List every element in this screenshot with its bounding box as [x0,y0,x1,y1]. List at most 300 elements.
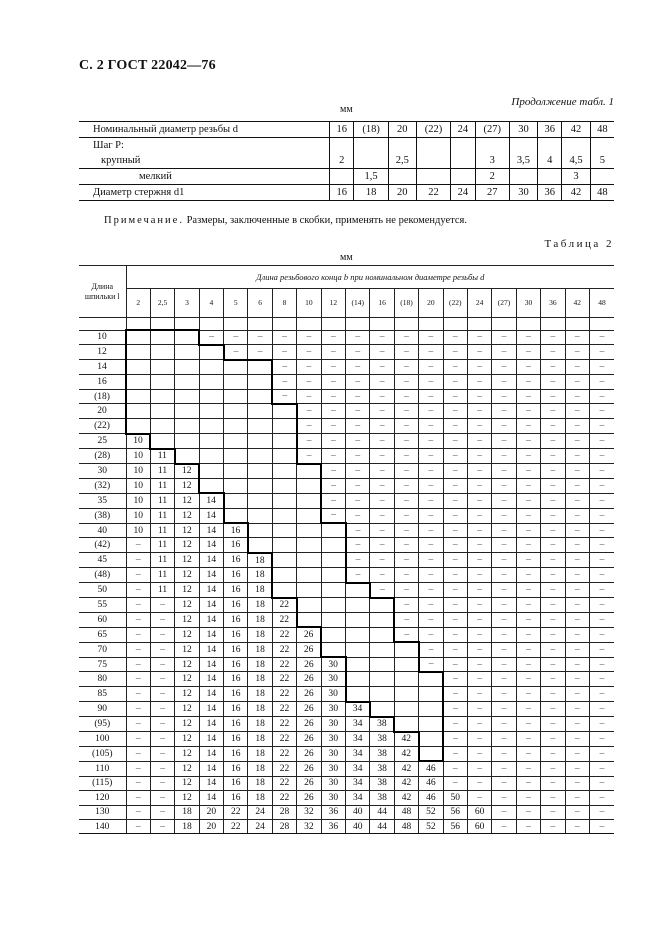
thread-length-cell: 30 [321,776,345,790]
dash-cell: – [565,761,589,776]
dash-cell: – [346,449,370,464]
dash-cell: – [297,345,321,360]
table2-row [79,612,614,627]
thread-length-cell: 14 [199,732,223,747]
dash-cell: – [541,702,565,717]
dash-cell: – [492,819,516,833]
dash-cell: – [443,583,467,598]
thread-length-cell: 30 [321,657,345,672]
thread-length-cell: 12 [175,642,199,657]
thread-length-cell: 30 [321,791,345,805]
dash-cell: – [126,657,150,672]
dash-cell: – [248,330,272,345]
thread-length-cell: 18 [248,583,272,598]
dash-cell: – [541,819,565,833]
dash-cell: – [565,449,589,464]
column-header: 42 [565,289,589,318]
blank-cell [321,583,345,598]
dash-cell: – [297,360,321,375]
thread-length-cell: 22 [272,687,296,702]
thread-length-cell: 14 [199,687,223,702]
table2-row [79,434,614,449]
blank-cell [321,538,345,553]
dash-cell: – [419,657,443,672]
dash-cell: – [492,434,516,449]
table1-cell: 20 [388,185,416,201]
dash-cell: – [516,434,540,449]
blank-cell [346,642,370,657]
table1-cell: (22) [416,122,450,138]
stud-length: 20 [79,404,126,419]
dash-cell: – [443,642,467,657]
thread-length-cell: 34 [346,791,370,805]
table1-cell: 48 [590,122,614,138]
dash-cell: – [467,404,491,419]
dash-cell: – [516,389,540,404]
dash-cell: – [443,598,467,613]
table1-cell: 16 [330,122,354,138]
dash-cell: – [394,478,418,493]
blank-cell [199,449,223,464]
thread-length-cell: 46 [419,776,443,790]
blank-cell [126,330,150,345]
thread-length-cell: 24 [248,805,272,819]
thread-length-cell: 22 [272,732,296,747]
dash-cell: – [419,523,443,538]
dash-cell: – [516,791,540,805]
dash-cell: – [589,449,614,464]
dash-cell: – [589,389,614,404]
dash-cell: – [541,419,565,434]
stud-length: 100 [79,732,126,747]
table1-cell: 24 [451,122,475,138]
thread-length-cell: 18 [248,672,272,687]
thread-length-cell: 32 [297,805,321,819]
dash-cell: – [516,375,540,389]
dash-cell: – [126,612,150,627]
dash-cell: – [394,360,418,375]
dash-cell: – [370,478,394,493]
table1-cell [451,153,475,169]
thread-length-cell: 26 [297,657,321,672]
thread-length-cell: 12 [175,627,199,642]
table1-cell [451,138,475,154]
thread-length-cell: 26 [297,732,321,747]
table1-cell: 42 [562,185,590,201]
dash-cell: – [467,330,491,345]
dash-cell: – [419,330,443,345]
blank-cell [199,375,223,389]
dash-cell: – [492,627,516,642]
thread-length-cell: 22 [272,776,296,790]
thread-length-cell: 22 [272,761,296,776]
dash-cell: – [321,404,345,419]
dash-cell: – [467,746,491,761]
table1-cell [475,138,509,154]
thread-length-cell: 18 [248,776,272,790]
blank-cell [394,687,418,702]
dash-cell: – [541,404,565,419]
thread-length-cell: 12 [175,776,199,790]
blank-cell [346,657,370,672]
column-header: 8 [272,289,296,318]
table2-unit: мм [340,252,353,263]
dash-cell: – [394,419,418,434]
dash-cell: – [419,508,443,523]
thread-length-cell: 14 [199,598,223,613]
blank-cell [346,583,370,598]
dash-cell: – [370,375,394,389]
dash-cell: – [565,345,589,360]
dash-cell: – [516,464,540,479]
dash-cell: – [516,449,540,464]
dash-cell: – [321,464,345,479]
blank-cell [199,464,223,479]
dash-cell: – [370,449,394,464]
dash-cell: – [126,732,150,747]
dash-cell: – [565,553,589,568]
dash-cell: – [370,538,394,553]
thread-length-cell: 50 [443,791,467,805]
thread-length-cell: 26 [297,761,321,776]
dash-cell: – [516,776,540,790]
stud-length: 14 [79,360,126,375]
column-header: (27) [492,289,516,318]
blank-cell [272,583,296,598]
dash-cell: – [321,449,345,464]
dash-cell: – [419,360,443,375]
thread-length-cell: 32 [297,819,321,833]
table1-cell: 4,5 [562,153,590,169]
thread-length-cell: 36 [321,805,345,819]
dash-cell: – [541,717,565,732]
thread-length-cell: 18 [248,761,272,776]
dash-cell: – [126,702,150,717]
thread-length-cell: 20 [199,819,223,833]
dash-cell: – [589,687,614,702]
table1-cell [590,169,614,185]
table2-row [79,805,614,819]
table1-cell: 22 [416,185,450,201]
dash-cell: – [150,791,174,805]
thread-length-cell: 14 [199,568,223,583]
blank-cell [419,732,443,747]
thread-length-cell: 11 [150,538,174,553]
table2-row [79,464,614,479]
dash-cell: – [541,449,565,464]
thread-length-cell: 42 [394,761,418,776]
thread-length-cell: 44 [370,805,394,819]
dash-cell: – [394,493,418,508]
dash-cell: – [516,627,540,642]
dash-cell: – [492,419,516,434]
note-prefix: Примечание. [104,215,184,226]
table2-row [79,717,614,732]
dash-cell: – [467,523,491,538]
dash-cell: – [443,330,467,345]
stud-length: (38) [79,508,126,523]
dash-cell: – [297,375,321,389]
blank-cell [224,493,248,508]
thread-length-cell: 12 [175,687,199,702]
column-header: (14) [346,289,370,318]
dash-cell: – [272,330,296,345]
thread-length-cell: 14 [199,612,223,627]
dash-cell: – [565,330,589,345]
table1-cell: (18) [354,122,388,138]
dash-cell: – [541,345,565,360]
table2-row [79,360,614,375]
blank-cell [175,389,199,404]
thread-length-cell: 22 [272,642,296,657]
thread-length-cell: 11 [150,568,174,583]
blank-cell [394,657,418,672]
blank-cell [175,330,199,345]
thread-length-cell: 16 [224,583,248,598]
dash-cell: – [541,583,565,598]
blank-cell [297,598,321,613]
thread-length-cell: 34 [346,702,370,717]
dash-cell: – [492,642,516,657]
thread-length-cell: 12 [175,746,199,761]
column-header: 12 [321,289,345,318]
stud-length: (115) [79,776,126,790]
thread-length-cell: 14 [199,538,223,553]
thread-length-cell: 34 [346,761,370,776]
dash-cell: – [589,791,614,805]
dash-cell: – [150,732,174,747]
dash-cell: – [565,360,589,375]
column-header: 30 [516,289,540,318]
dash-cell: – [419,538,443,553]
dash-cell: – [589,478,614,493]
dash-cell: – [565,642,589,657]
thread-length-cell: 56 [443,805,467,819]
dash-cell: – [516,687,540,702]
stud-length: 40 [79,523,126,538]
dash-cell: – [589,538,614,553]
dash-cell: – [346,538,370,553]
blank-cell [150,389,174,404]
blank-cell [150,330,174,345]
dash-cell: – [516,568,540,583]
blank-cell [248,419,272,434]
dash-cell: – [394,538,418,553]
thread-length-cell: 34 [346,746,370,761]
dash-cell: – [370,434,394,449]
dash-cell: – [346,478,370,493]
thread-length-cell: 26 [297,627,321,642]
dash-cell: – [589,360,614,375]
dash-cell: – [565,434,589,449]
dash-cell: – [346,419,370,434]
dash-cell: – [541,732,565,747]
dash-cell: – [394,404,418,419]
thread-length-cell: 10 [126,434,150,449]
stud-length: 35 [79,493,126,508]
thread-length-cell: 26 [297,717,321,732]
dash-cell: – [541,672,565,687]
dash-cell: – [565,687,589,702]
dash-cell: – [126,791,150,805]
dash-cell: – [516,746,540,761]
dash-cell: – [492,805,516,819]
table2-row [79,345,614,360]
blank-cell [175,345,199,360]
blank-cell [248,464,272,479]
stud-length: (32) [79,478,126,493]
thread-length-cell: 11 [150,583,174,598]
dash-cell: – [565,776,589,790]
blank-cell [321,627,345,642]
thread-length-cell: 30 [321,687,345,702]
dash-cell: – [272,345,296,360]
dash-cell: – [467,360,491,375]
thread-length-cell: 38 [370,717,394,732]
blank-cell [394,672,418,687]
blank-cell [370,612,394,627]
thread-length-cell: 60 [467,819,491,833]
table1-row [79,185,614,201]
dash-cell: – [443,449,467,464]
dash-cell: – [321,419,345,434]
dash-cell: – [589,805,614,819]
table1-cell [562,138,590,154]
stud-length: 70 [79,642,126,657]
dash-cell: – [346,523,370,538]
dash-cell: – [541,360,565,375]
thread-length-cell: 30 [321,717,345,732]
dash-cell: – [541,791,565,805]
dash-cell: – [443,568,467,583]
dash-cell: – [346,568,370,583]
thread-length-cell: 16 [224,612,248,627]
dash-cell: – [394,389,418,404]
dash-cell: – [541,478,565,493]
dash-cell: – [443,776,467,790]
thread-length-cell: 44 [370,819,394,833]
dash-cell: – [126,819,150,833]
dash-cell: – [346,493,370,508]
dash-cell: – [589,761,614,776]
thread-length-cell: 30 [321,732,345,747]
thread-length-cell: 22 [224,819,248,833]
thread-length-cell: 14 [199,508,223,523]
dash-cell: – [394,375,418,389]
table1-cell: (27) [475,122,509,138]
thread-length-cell: 22 [272,717,296,732]
thread-length-cell: 14 [199,717,223,732]
blank-cell [248,538,272,553]
blank-cell [297,612,321,627]
dash-cell: – [443,761,467,776]
blank-cell [321,523,345,538]
table1-row-label: Шаг P: [79,138,330,154]
thread-length-cell: 18 [248,657,272,672]
dash-cell: – [467,642,491,657]
table1-cell: 2 [330,153,354,169]
thread-length-cell: 12 [175,508,199,523]
dash-cell: – [492,657,516,672]
dash-cell: – [297,449,321,464]
dash-cell: – [297,330,321,345]
column-header: (18) [394,289,418,318]
stud-length: 75 [79,657,126,672]
column-header: 2 [126,289,150,318]
dash-cell: – [199,330,223,345]
dash-cell: – [126,746,150,761]
thread-length-cell: 48 [394,805,418,819]
thread-length-cell: 16 [224,657,248,672]
thread-length-cell: 26 [297,642,321,657]
thread-length-cell: 16 [224,642,248,657]
table2-row [79,687,614,702]
table2-row [79,523,614,538]
dash-cell: – [565,732,589,747]
dash-cell: – [297,419,321,434]
blank-cell [224,375,248,389]
stud-length: (42) [79,538,126,553]
table2-row [79,568,614,583]
thread-length-cell: 38 [370,732,394,747]
table2-row [79,508,614,523]
blank-cell [248,375,272,389]
blank-cell [321,553,345,568]
dash-cell: – [492,523,516,538]
blank-cell [297,583,321,598]
table2-row [79,819,614,833]
column-header: 3 [175,289,199,318]
group-header: Длина резьбового конца b при номинальном диаметре резьбы d [126,266,614,289]
dash-cell: – [467,761,491,776]
column-header: 2,5 [150,289,174,318]
dash-cell: – [492,687,516,702]
dash-cell: – [541,568,565,583]
dash-cell: – [516,478,540,493]
table2-label: Таблица 2 [544,238,614,250]
thread-length-cell: 12 [175,583,199,598]
thread-length-cell: 18 [248,627,272,642]
blank-cell [346,672,370,687]
blank-cell [199,360,223,375]
column-header: 5 [224,289,248,318]
dash-cell: – [589,612,614,627]
dash-cell: – [492,389,516,404]
thread-length-cell: 12 [175,702,199,717]
dash-cell: – [370,568,394,583]
thread-length-cell: 20 [199,805,223,819]
stud-length: 120 [79,791,126,805]
dash-cell: – [492,568,516,583]
thread-length-cell: 34 [346,717,370,732]
blank-cell [199,389,223,404]
dash-cell: – [516,761,540,776]
table1-cell: 36 [538,122,562,138]
blank-cell [370,657,394,672]
dash-cell: – [346,553,370,568]
dash-cell: – [565,404,589,419]
dash-cell: – [516,598,540,613]
dash-cell: – [394,612,418,627]
table2-row [79,449,614,464]
thread-length-cell: 18 [248,642,272,657]
dash-cell: – [419,583,443,598]
thread-length-cell: 11 [150,449,174,464]
thread-length-cell: 11 [150,493,174,508]
dash-cell: – [419,568,443,583]
dash-cell: – [467,538,491,553]
dash-cell: – [443,464,467,479]
